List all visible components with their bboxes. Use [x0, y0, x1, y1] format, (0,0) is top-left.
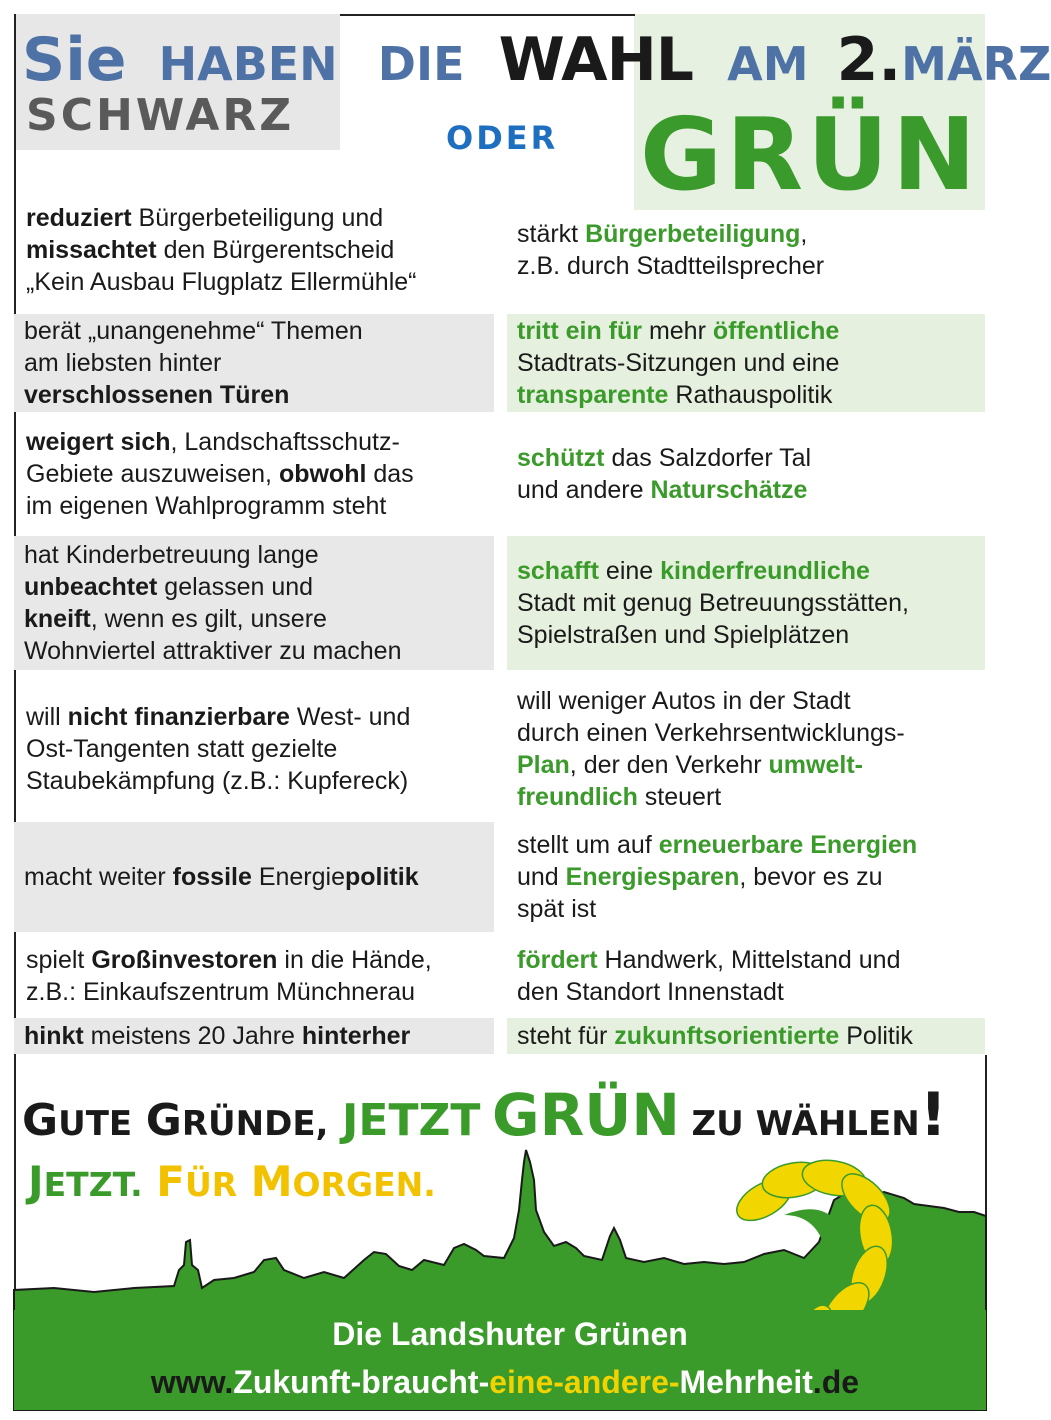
claim-text: Energie	[251, 863, 345, 891]
url-www: www.	[150, 1364, 234, 1400]
claim-line	[24, 635, 484, 667]
claim-line	[24, 379, 484, 411]
claim-line	[26, 944, 484, 976]
claim-line	[24, 347, 484, 379]
claim-text: spielt	[26, 946, 92, 974]
claim-text: tritt ein für	[517, 317, 642, 345]
gruen-claim-2	[507, 314, 985, 412]
claim-text: mehr	[642, 317, 713, 345]
claim-text: , wenn es gilt, unsere	[90, 605, 327, 633]
claim-line	[26, 458, 484, 490]
headline-month: MÄRZ	[901, 37, 1051, 91]
claim-line	[517, 250, 975, 282]
claim-text: gelassen und	[157, 573, 314, 601]
claim-text: missachtet	[26, 236, 157, 264]
claim-text: stellt um auf	[517, 831, 659, 859]
headline-word-wahl: WAHL	[498, 25, 694, 95]
frame-line-top	[340, 14, 635, 16]
option-gruen-label: GRÜN	[640, 96, 980, 213]
claim-text: kneift	[24, 605, 91, 633]
claim-text: Naturschätze	[650, 476, 808, 504]
url-zukunft: Zukunft-braucht-	[233, 1364, 490, 1400]
claim-text: erneuerbare Energien	[658, 831, 918, 859]
claim-text: den Bürgerentscheid	[156, 236, 395, 264]
claim-text: freundlich	[517, 783, 638, 811]
schwarz-claim-3	[14, 422, 494, 526]
claim-line	[26, 202, 484, 234]
claim-text: macht weiter	[24, 863, 173, 891]
slogan-ute: UTE	[58, 1104, 133, 1144]
claim-text: reduziert	[26, 204, 132, 232]
headline-word-sie: Sie	[22, 25, 127, 95]
claim-line	[26, 234, 484, 266]
claim-line	[517, 781, 975, 813]
claim-text: steht für	[517, 1022, 615, 1050]
claim-text: , der den Verkehr	[569, 751, 769, 779]
claim-text: umwelt-	[768, 751, 863, 779]
headline-word-die: DIE	[377, 37, 465, 91]
gruen-claim-7	[507, 940, 985, 1012]
claim-text: fördert	[517, 946, 598, 974]
claim-line	[517, 976, 975, 1008]
schwarz-claim-4	[14, 536, 494, 670]
claim-text: obwohl	[278, 460, 367, 488]
url-eine-andere: eine-andere-	[489, 1364, 680, 1400]
claim-text: in die Hände,	[277, 946, 432, 974]
claim-text: Bürgerbeteiligung	[585, 220, 801, 248]
claim-text: spät ist	[517, 895, 597, 923]
claim-text: ,	[800, 220, 808, 248]
claim-line	[517, 379, 975, 411]
gruen-claim-4	[507, 536, 985, 670]
slogan-g2: G	[145, 1095, 182, 1146]
claim-text: Stadt mit genug Betreuungsstätten,	[517, 589, 909, 617]
claim-text: schützt	[517, 444, 605, 472]
claim-text: und	[517, 863, 566, 891]
claim-text: , Landschaftsschutz-	[170, 428, 400, 456]
claim-line	[517, 685, 975, 717]
url-tld: .de	[812, 1364, 860, 1400]
headline-word-haben: HABEN	[158, 37, 338, 91]
claim-line	[24, 1020, 484, 1052]
claim-text: West- und	[289, 703, 411, 731]
claim-line	[517, 861, 975, 893]
claim-text: Rathauspolitik	[668, 381, 833, 409]
claim-line	[24, 603, 484, 635]
claim-text: Plan	[517, 751, 570, 779]
slogan2-uer: ÜR	[184, 1165, 238, 1204]
claim-text: zukunftsorientierte	[614, 1022, 840, 1050]
claim-text: Gebiete auszuweisen,	[26, 460, 279, 488]
claim-text: und andere	[517, 476, 651, 504]
claim-line	[517, 474, 975, 506]
claim-text: steuert	[637, 783, 722, 811]
claim-line	[24, 861, 484, 893]
claim-text: Energiesparen	[565, 863, 740, 891]
slogan2-j: J	[28, 1157, 44, 1206]
gruen-claim-5	[507, 680, 985, 818]
footer-url	[0, 1360, 1000, 1404]
headline-date: 2.	[836, 25, 902, 95]
slogan-gruen: GRÜN	[491, 1081, 680, 1149]
claim-text: eine	[598, 557, 661, 585]
claim-text: hat Kinderbetreuung lange	[24, 541, 319, 569]
claim-line	[517, 347, 975, 379]
claim-line	[24, 315, 484, 347]
url-mehrheit: Mehrheit	[679, 1364, 813, 1400]
claim-text: schafft	[517, 557, 599, 585]
slogan2-m: M	[250, 1157, 293, 1206]
schwarz-claim-5	[14, 680, 494, 818]
slogan-g1: G	[22, 1095, 59, 1146]
claim-line	[24, 539, 484, 571]
slogan2-orgen: ORGEN.	[292, 1165, 436, 1204]
claim-line	[517, 442, 975, 474]
claim-line	[26, 490, 484, 522]
schwarz-claim-1	[14, 196, 494, 304]
slogan-zu-waehlen: ZU WÄHLEN	[691, 1104, 920, 1144]
slogan-ruende: RÜNDE,	[181, 1104, 329, 1144]
claim-text: Politik	[839, 1022, 913, 1050]
claim-text: den Standort Innenstadt	[517, 978, 784, 1006]
claim-text: das	[366, 460, 414, 488]
claim-line	[517, 1020, 975, 1052]
schwarz-claim-8	[14, 1018, 494, 1054]
claim-text: Spielstraßen und Spielplätzen	[517, 621, 850, 649]
claim-text: will weniger Autos in der Stadt	[517, 687, 851, 715]
schwarz-claim-2	[14, 314, 494, 412]
claim-text: meistens 20 Jahre	[83, 1022, 302, 1050]
claim-text: Wohnviertel attraktiver zu machen	[24, 637, 402, 665]
slogan2-f: F	[156, 1157, 185, 1206]
claim-line	[517, 218, 975, 250]
claim-text: am liebsten hinter	[24, 349, 222, 377]
claim-text: will	[26, 703, 68, 731]
claim-text: , bevor es zu	[739, 863, 883, 891]
claim-text: Handwerk, Mittelstand und	[597, 946, 901, 974]
claim-text: durch einen Verkehrsentwicklungs-	[517, 719, 905, 747]
claim-text: hinterher	[301, 1022, 411, 1050]
claim-line	[26, 266, 484, 298]
claim-line	[24, 571, 484, 603]
claim-text: verschlossenen Türen	[24, 381, 290, 409]
claim-text: fossile	[172, 863, 252, 891]
claim-text: stärkt	[517, 220, 586, 248]
claim-text: weigert sich	[26, 428, 171, 456]
claim-text: das Salzdorfer Tal	[604, 444, 812, 472]
schwarz-claim-6	[14, 822, 494, 932]
claim-text: Großinvestoren	[91, 946, 278, 974]
claim-line	[26, 426, 484, 458]
claim-text: Stadtrats-Sitzungen und eine	[517, 349, 840, 377]
claim-line	[26, 701, 484, 733]
claim-text: hinkt	[24, 1022, 84, 1050]
claim-text: kinderfreundliche	[660, 557, 870, 585]
oder-label: ODER	[446, 119, 559, 157]
claim-text: im eigenen Wahlprogramm steht	[26, 492, 387, 520]
gruen-claim-1	[507, 196, 985, 304]
claim-line	[26, 733, 484, 765]
slogan2-etzt: ETZT.	[43, 1165, 143, 1204]
claim-text: öffentliche	[712, 317, 840, 345]
claim-line	[26, 976, 484, 1008]
slogan-exclamation: !	[919, 1080, 948, 1150]
claim-line	[26, 765, 484, 797]
claim-text: z.B.: Einkaufszentrum Münchnerau	[26, 978, 416, 1006]
headline-word-am: AM	[727, 37, 809, 91]
claim-text: Bürgerbeteiligung und	[131, 204, 384, 232]
claim-line	[517, 749, 975, 781]
option-schwarz-label: SCHWARZ	[26, 90, 295, 141]
gruen-claim-8	[507, 1018, 985, 1054]
claim-line	[517, 944, 975, 976]
gruen-claim-6	[507, 822, 985, 932]
claim-line	[517, 555, 975, 587]
claim-line	[517, 315, 975, 347]
claim-line	[517, 829, 975, 861]
claim-text: „Kein Ausbau Flugplatz Ellermühle“	[26, 268, 417, 296]
claim-line	[517, 893, 975, 925]
claim-text: z.B. durch Stadtteilsprecher	[517, 252, 825, 280]
claim-text: nicht finanzierbare	[67, 703, 290, 731]
schwarz-claim-7	[14, 940, 494, 1012]
claim-text: Ost-Tangenten statt gezielte	[26, 735, 338, 763]
claim-line	[517, 619, 975, 651]
party-name: Die Landshuter Grünen	[332, 1316, 688, 1352]
slogan-jetzt: JETZT	[342, 1095, 481, 1146]
claim-line	[517, 717, 975, 749]
claim-text: berät „unangenehme“ Themen	[24, 317, 363, 345]
claim-text: transparente	[517, 381, 669, 409]
claim-text: politik	[345, 863, 419, 891]
claim-text: unbeachtet	[24, 573, 158, 601]
claim-text: Staubekämpfung (z.B.: Kupfereck)	[26, 767, 409, 795]
claim-line	[517, 587, 975, 619]
gruen-claim-3	[507, 422, 985, 526]
